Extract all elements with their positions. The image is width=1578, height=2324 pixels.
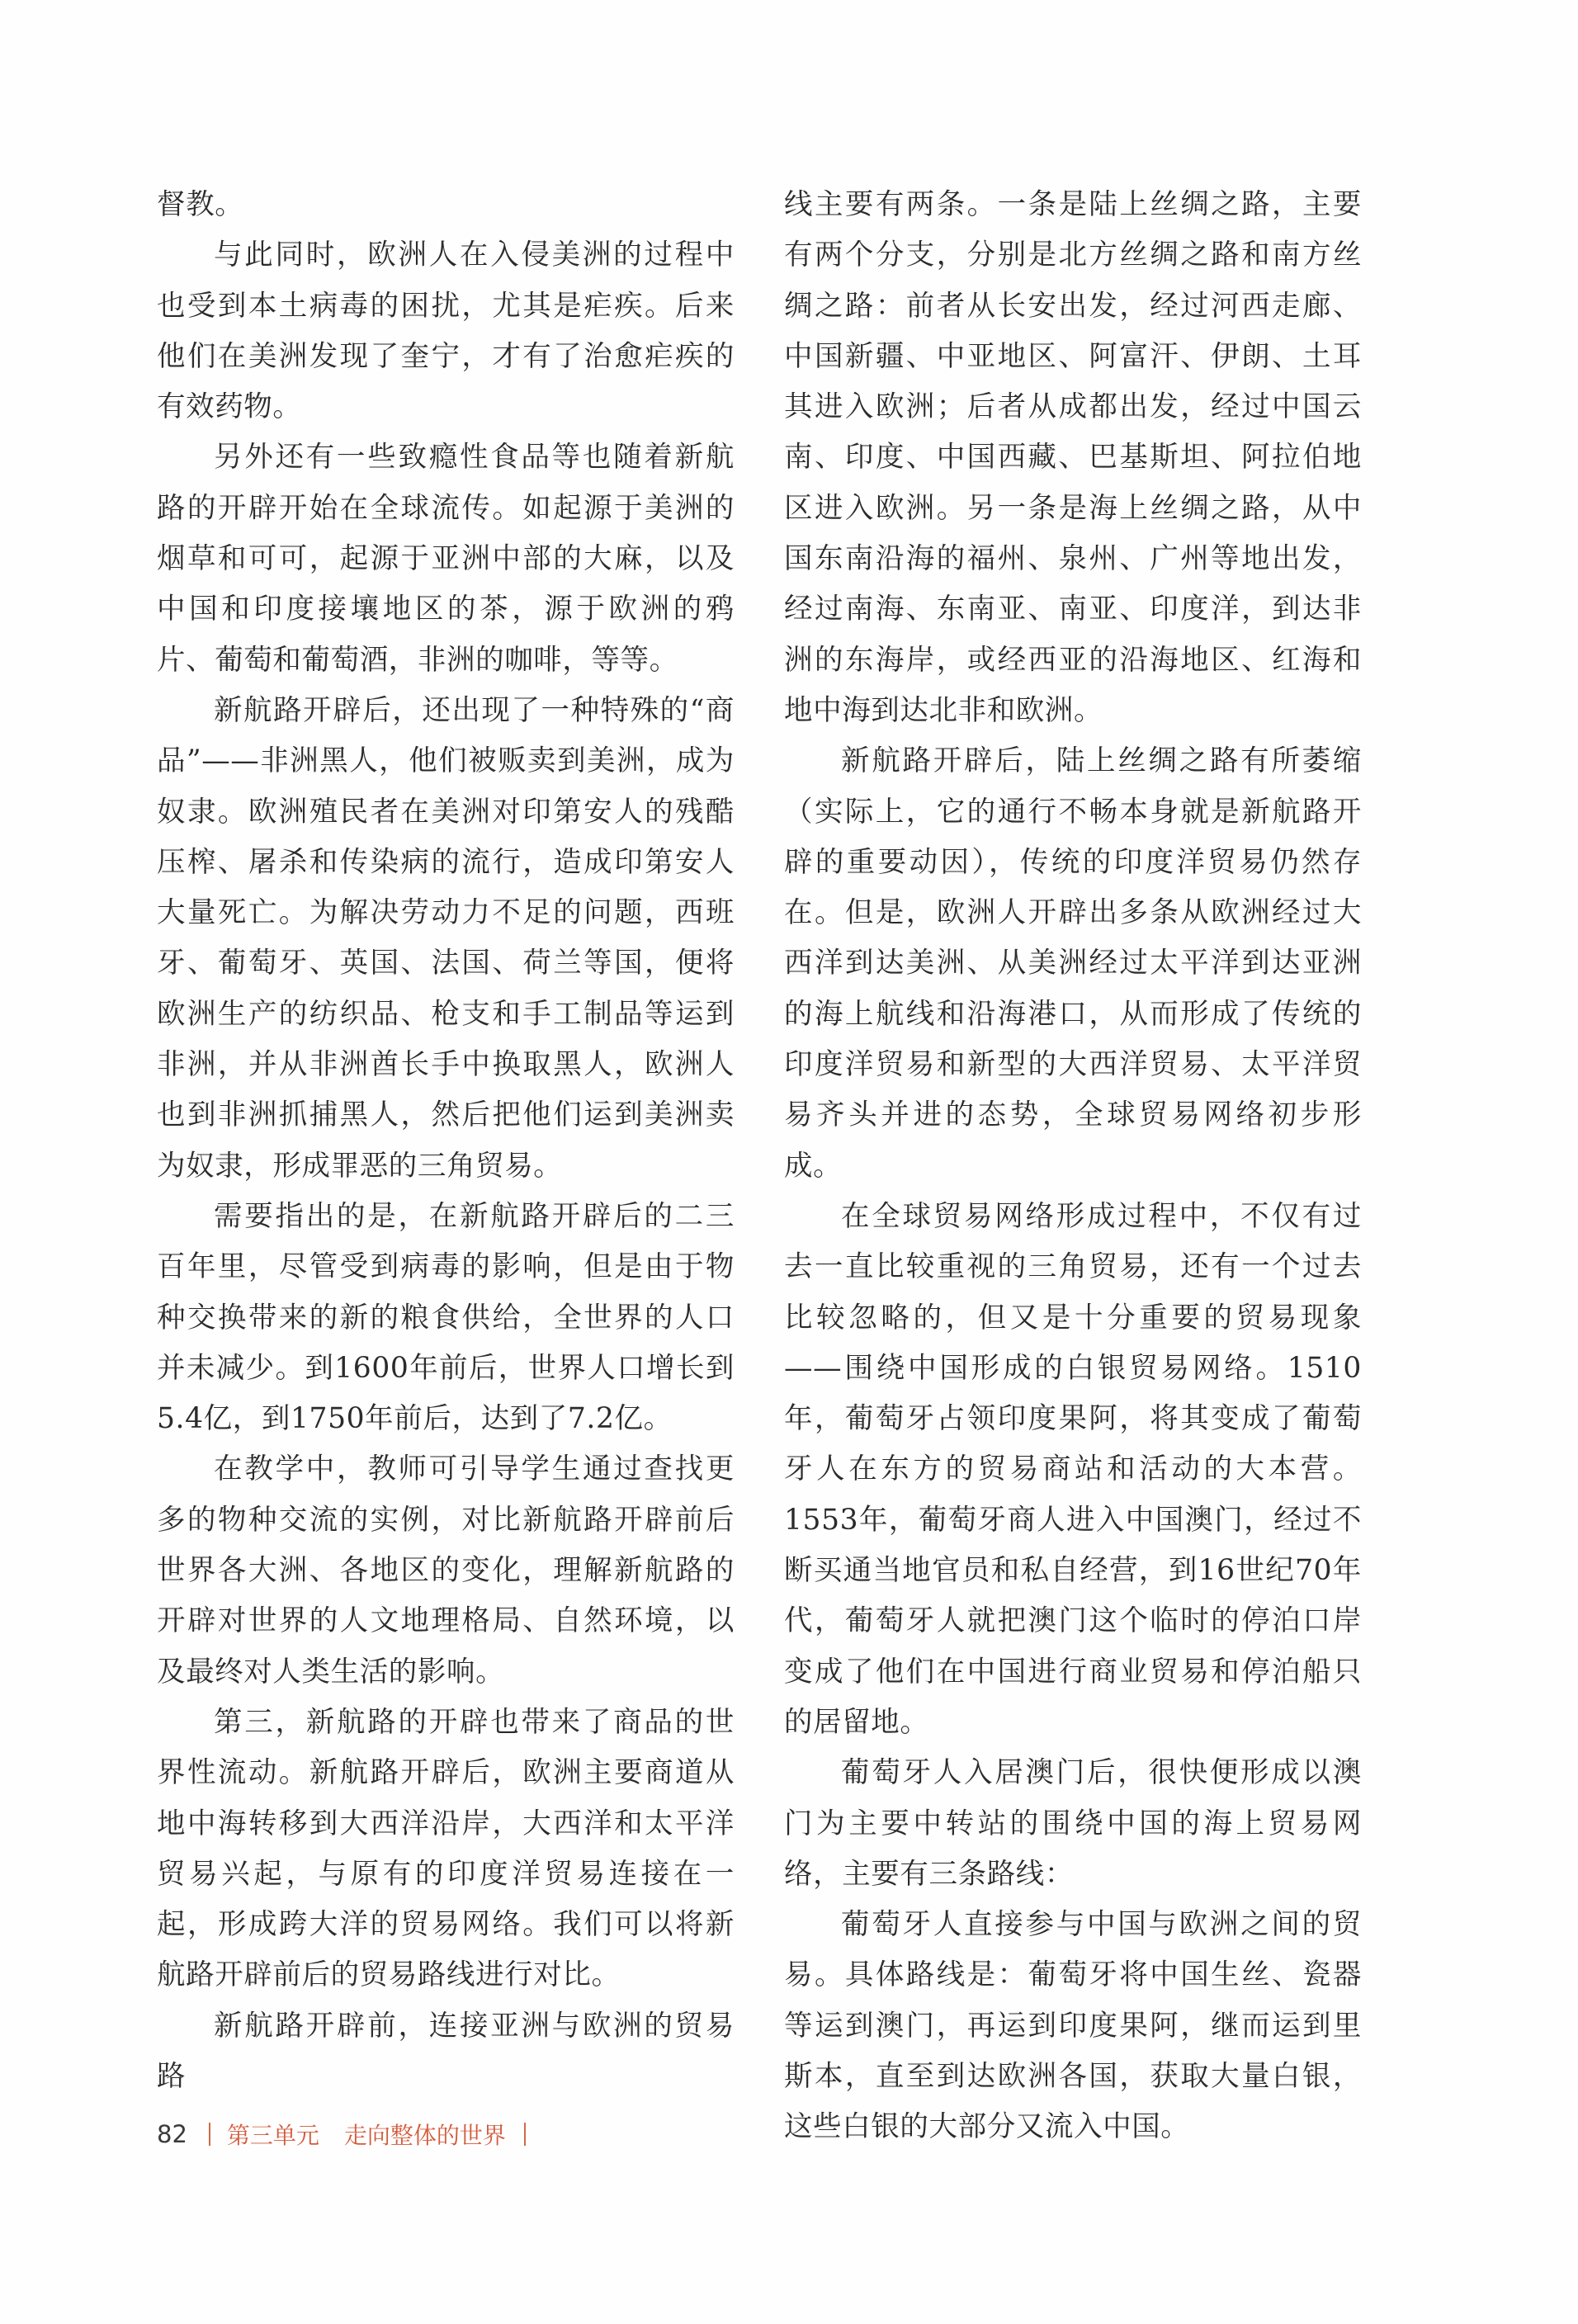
- paragraph: 与此同时，欧洲人在入侵美洲的过程中也受到本土病毒的困扰，尤其是疟疾。后来他们在美洲发现了奎宁，才有了治愈疟疾的有效药物。: [157, 239, 735, 424]
- footer-divider-left: [209, 2123, 210, 2146]
- paragraph: 新航路开辟前，连接亚洲与欧洲的贸易路: [157, 2009, 735, 2093]
- left-column: [157, 180, 735, 2102]
- paragraph: 在全球贸易网络形成过程中，不仅有过去一直比较重视的三角贸易，还有一个过去比较忽略的，但又是十分重要的贸易现象——围绕中国形成的白银贸易网络。1510年，葡萄牙占领印度果阿，将其变成了葡萄牙人在东方的贸易商站和活动的大本营。1553年，葡萄牙商人进入中国澳门，经过不断买通当地官员和私自经营，到16世纪70年代，葡萄牙人就把澳门这个临时的停泊口岸变成了他们在中国进行商业贸易和停泊船只的居留地。: [784, 1199, 1362, 1739]
- paragraph-continuation: 线主要有两条。一条是陆上丝绸之路，主要有两个分支，分别是北方丝绸之路和南方丝绸之路：前者从长安出发，经过河西走廊、中国新疆、中亚地区、阿富汗、伊朗、土耳其进入欧洲；后者从成都出发，经过中国云南、印度、中国西藏、巴基斯坦、阿拉伯地区进入欧洲。另一条是海上丝绸之路，从中国东南沿海的福州、泉州、广州等地出发，经过南海、东南亚、南亚、印度洋，到达非洲的东海岸，或经西亚的沿海地区、红海和地中海到达北非和欧洲。: [784, 188, 1362, 727]
- paragraph: 新航路开辟后，还出现了一种特殊的“商品”——非洲黑人，他们被贩卖到美洲，成为奴隶。欧洲殖民者在美洲对印第安人的残酷压榨、屠杀和传染病的流行，造成印第安人大量死亡。为解决劳动力不足的问题，西班牙、葡萄牙、英国、法国、荷兰等国，便将欧洲生产的纺织品、枪支和手工制品等运到非洲，并从非洲酋长手中换取黑人，欧洲人也到非洲抓捕黑人，然后把他们运到美洲卖为奴隶，形成罪恶的三角贸易。: [157, 693, 735, 1183]
- right-column: [784, 180, 1362, 2153]
- page-footer: [157, 2114, 526, 2155]
- footer-divider-right: [524, 2123, 526, 2146]
- paragraph: 第三，新航路的开辟也带来了商品的世界性流动。新航路开辟后，欧洲主要商道从地中海转移到大西洋沿岸，大西洋和太平洋贸易兴起，与原有的印度洋贸易连接在一起，形成跨大洋的贸易网络。我们可以将新航路开辟前后的贸易路线进行对比。: [157, 1705, 735, 1992]
- paragraph: 新航路开辟后，陆上丝绸之路有所萎缩（实际上，它的通行不畅本身就是新航路开辟的重要动因），传统的印度洋贸易仍然存在。但是，欧洲人开辟出多条从欧洲经过大西洋到达美洲、从美洲经过太平洋到达亚洲的海上航线和沿海港口，从而形成了传统的印度洋贸易和新型的大西洋贸易、太平洋贸易齐头并进的态势，全球贸易网络初步形成。: [784, 744, 1362, 1183]
- paragraph: 葡萄牙人直接参与中国与欧洲之间的贸易。具体路线是：葡萄牙将中国生丝、瓷器等运到澳门，再运到印度果阿，继而运到里斯本，直至到达欧洲各国，获取大量白银，这些白银的大部分又流入中国。: [784, 1908, 1362, 2144]
- paragraph-continuation: 督教。: [157, 188, 244, 221]
- page-number: 82: [157, 2120, 187, 2148]
- paragraph: 葡萄牙人入居澳门后，很快便形成以澳门为主要中转站的围绕中国的海上贸易网络，主要有三条路线：: [784, 1756, 1362, 1891]
- unit-title: 走向整体的世界: [343, 2122, 506, 2149]
- paragraph: 另外还有一些致瘾性食品等也随着新航路的开辟开始在全球流传。如起源于美洲的烟草和可可，起源于亚洲中部的大麻，以及中国和印度接壤地区的茶，源于欧洲的鸦片、葡萄和葡萄酒，非洲的咖啡，等等。: [157, 441, 735, 677]
- paragraph: 需要指出的是，在新航路开辟后的二三百年里，尽管受到病毒的影响，但是由于物种交换带来的新的粮食供给，全世界的人口并未减少。到1600年前后，世界人口增长到5.4亿，到1750年前后，达到了7.2亿。: [157, 1199, 735, 1436]
- paragraph: 在教学中，教师可引导学生通过查找更多的物种交流的实例，对比新航路开辟前后世界各大洲、各地区的变化，理解新航路的开辟对世界的人文地理格局、自然环境，以及最终对人类生活的影响。: [157, 1452, 735, 1689]
- unit-label: 第三单元: [226, 2122, 319, 2149]
